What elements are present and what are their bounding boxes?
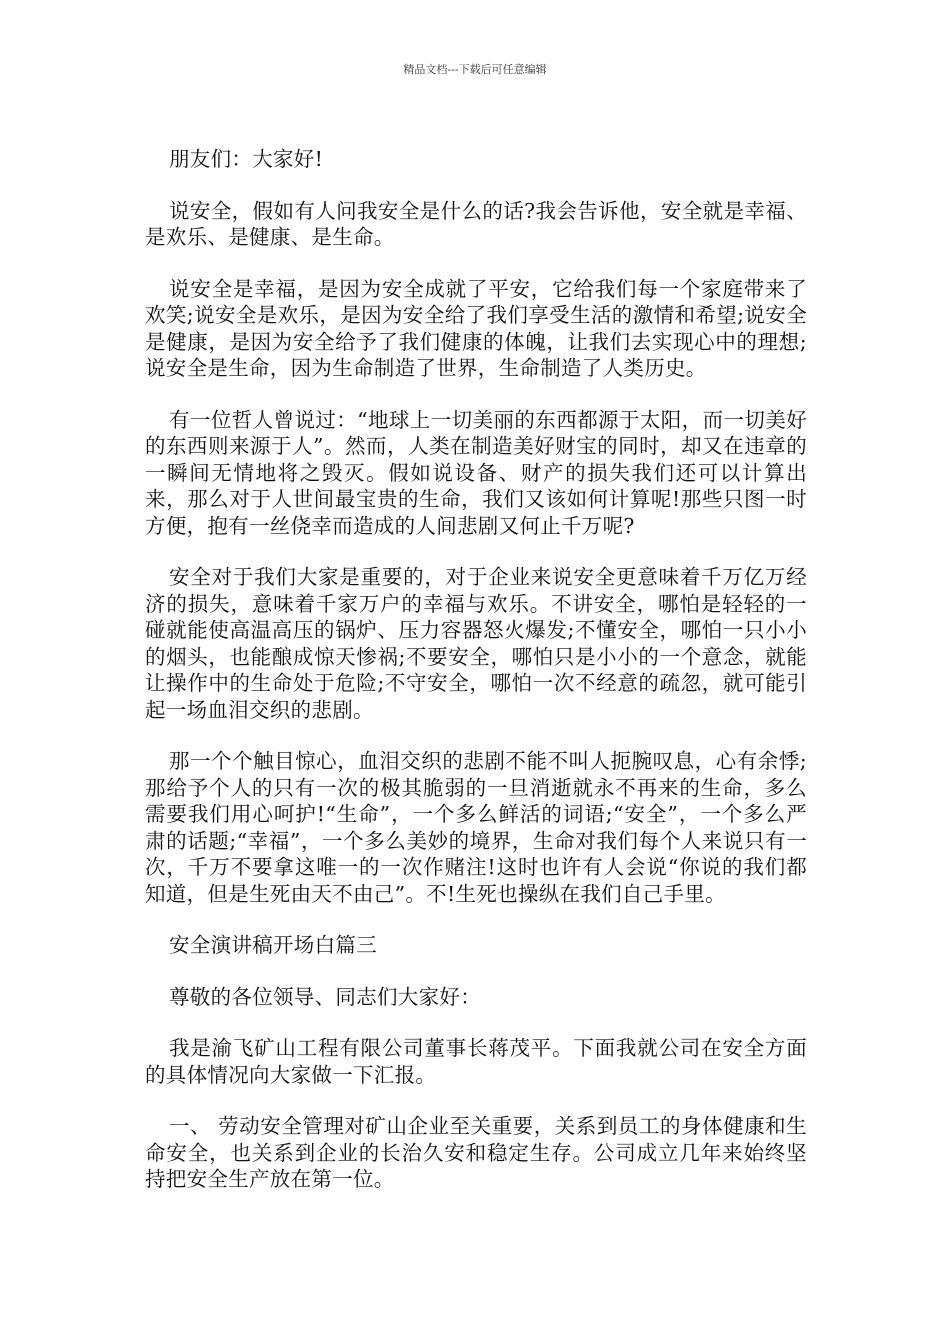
page-header: 精品文档---下载后可任意编辑 [403, 63, 547, 76]
body-paragraph: 那一个个触目惊心，血泪交织的悲剧不能不叫人扼腕叹息，心有余悸;那给予个人的只有一次的极其脆弱的一旦消逝就永不再来的生命，多么需要我们用心呵护!“生命”，一个多么鲜活的词语;“安全”，一个多么严肃的话题;“幸福”，一个多么美妙的境界，生命对我们每个人来说只有一次，千万不要拿这唯一的一次作赌注!这时也许有人会说“你说的我们都知道，但是生死由天不由己”。不!生死也操纵在我们自己手里。 [145, 749, 807, 906]
body-paragraph: 说安全是幸福，是因为安全成就了平安，它给我们每一个家庭带来了欢笑;说安全是欢乐，是因为安全给了我们享受生活的激情和希望;说安全是健康，是因为安全给予了我们健康的体魄，让我们去实现心中的理想;说安全是生命，因为生命制造了世界，生命制造了人类历史。 [145, 276, 807, 380]
body-paragraph: 有一位哲人曾说过：“地球上一切美丽的东西都源于太阳，而一切美好的东西则来源于人”。然而，人类在制造美好财宝的同时，却又在违章的一瞬间无情地将之毁灭。假如说设备、财产的损失我们还可以计算出来，那么对于人世间最宝贵的生命，我们又该如何计算呢!那些只图一时方便，抱有一丝侥幸而造成的人间悲剧又何止千万呢? [145, 407, 807, 538]
section-heading: 安全演讲稿开场白篇三 [169, 933, 377, 957]
salutation-paragraph: 尊敬的各位领导、同志们大家好： [169, 984, 481, 1009]
body-paragraph: 一、 劳动安全管理对矿山企业至关重要，关系到员工的身体健康和生命安全，也关系到企业的长治久安和稳定生存。公司成立几年来始终坚持把安全生产放在第一位。 [145, 1114, 807, 1191]
greeting-paragraph: 朋友们：大家好! [169, 147, 324, 171]
body-paragraph: 安全对于我们大家是重要的，对于企业来说安全更意味着千万亿万经济的损失，意味着千家万户的幸福与欢乐。不讲安全，哪怕是轻轻的一碰就能使高温高压的锅炉、压力容器怒火爆发;不懂安全，哪怕一只小小的烟头，也能酿成惊天惨祸;不要安全，哪怕只是小小的一个意念，就能让操作中的生命处于危险;不守安全，哪怕一次不经意的疏忽，就可能引起一场血泪交织的悲剧。 [145, 565, 807, 722]
document-body [145, 146, 807, 1218]
body-paragraph: 说安全，假如有人问我安全是什么的话?我会告诉他，安全就是幸福、是欢乐、是健康、是生命。 [145, 198, 807, 249]
body-paragraph: 我是渝飞矿山工程有限公司董事长蒋茂平。下面我就公司在安全方面的具体情况向大家做一下汇报。 [145, 1036, 807, 1087]
